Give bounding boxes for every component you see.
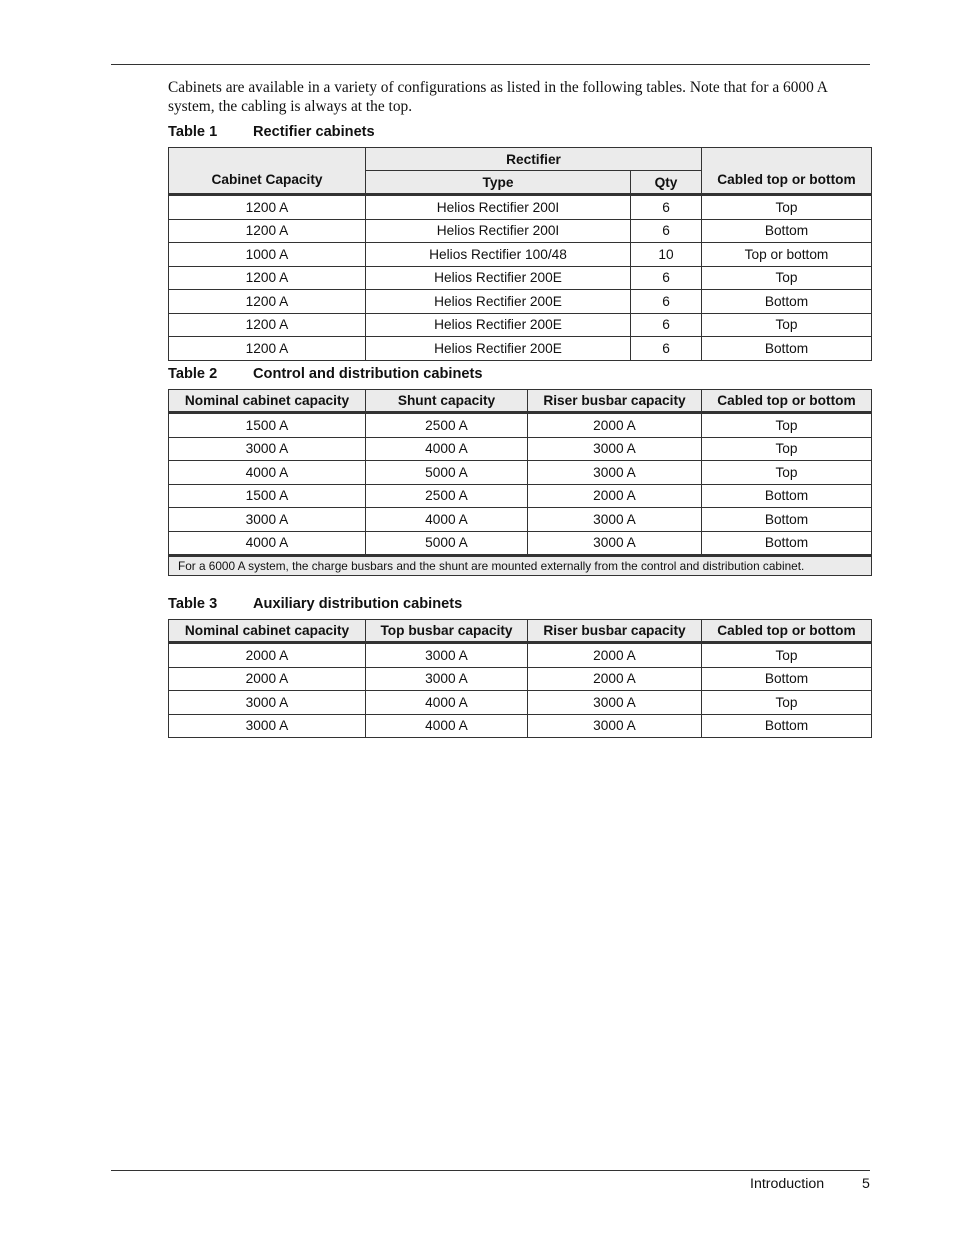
table-cell: 1500 A xyxy=(169,484,366,508)
table-cell: 2500 A xyxy=(366,484,528,508)
table-cell: Helios Rectifier 200I xyxy=(366,219,631,243)
header-cell: Riser busbar capacity xyxy=(528,620,702,643)
table-row xyxy=(169,266,872,290)
table-cell: 3000 A xyxy=(528,531,702,556)
table-cell: 3000 A xyxy=(169,714,366,738)
table-cell: 1200 A xyxy=(169,266,366,290)
header-cell: Cabled top or bottom xyxy=(702,390,872,413)
table-cell: 1200 A xyxy=(169,290,366,314)
table-cell: 6 xyxy=(631,219,702,243)
page-number: 5 xyxy=(862,1176,870,1192)
control-distribution-table xyxy=(168,389,872,576)
table3-number: Table 3 xyxy=(168,596,218,612)
table-row xyxy=(169,484,872,508)
table-cell: 3000 A xyxy=(528,691,702,715)
header-rectifier: Rectifier xyxy=(366,148,702,171)
table-cell: 3000 A xyxy=(366,667,528,691)
table-cell: Bottom xyxy=(702,508,872,532)
table-cell: 3000 A xyxy=(528,461,702,485)
table-row xyxy=(169,337,872,361)
table-cell: Helios Rectifier 100/48 xyxy=(366,243,631,267)
table-cell: Bottom xyxy=(702,219,872,243)
table2-note: For a 6000 A system, the charge busbars and the shunt are mounted externally from the control and distribution cabinet. xyxy=(169,556,872,576)
table-cell: Bottom xyxy=(702,531,872,556)
table-cell: Top xyxy=(702,195,872,220)
table-cell: 2000 A xyxy=(169,643,366,668)
table-cell: Helios Rectifier 200E xyxy=(366,337,631,361)
table-row xyxy=(169,691,872,715)
header-cell: Nominal cabinet capacity xyxy=(169,620,366,643)
table-row xyxy=(169,667,872,691)
table-cell: Helios Rectifier 200E xyxy=(366,313,631,337)
table-cell: 1500 A xyxy=(169,413,366,438)
table-cell: 4000 A xyxy=(366,437,528,461)
header-cell: Shunt capacity xyxy=(366,390,528,413)
table-cell: 1200 A xyxy=(169,313,366,337)
table-cell: Bottom xyxy=(702,337,872,361)
table-cell: Top xyxy=(702,313,872,337)
table-cell: Top xyxy=(702,437,872,461)
table3-body xyxy=(169,643,872,738)
table-cell: Helios Rectifier 200E xyxy=(366,266,631,290)
table-cell: 2000 A xyxy=(528,643,702,668)
table-row xyxy=(169,290,872,314)
intro-paragraph: Cabinets are available in a variety of configurations as listed in the following tables. Note that for a 6000 A system, the cabling is always at the top. xyxy=(168,79,828,115)
table-cell: Top xyxy=(702,266,872,290)
table-cell: Top xyxy=(702,413,872,438)
table-cell: Top xyxy=(702,691,872,715)
table2-title: Control and distribution cabinets xyxy=(253,366,483,382)
table-cell: Bottom xyxy=(702,484,872,508)
table3-caption xyxy=(168,595,462,613)
table2-body xyxy=(169,413,872,556)
header-cell: Top busbar capacity xyxy=(366,620,528,643)
header-qty: Qty xyxy=(631,171,702,195)
table2-caption xyxy=(168,365,482,383)
table-cell: 3000 A xyxy=(528,437,702,461)
table-cell: 3000 A xyxy=(169,508,366,532)
header-rule xyxy=(111,64,870,65)
table-cell: 2000 A xyxy=(528,413,702,438)
table1-caption xyxy=(168,123,375,141)
table-row xyxy=(169,508,872,532)
table-cell: Bottom xyxy=(702,290,872,314)
table-cell: 6 xyxy=(631,313,702,337)
auxiliary-distribution-table xyxy=(168,619,872,738)
table-cell: 2000 A xyxy=(169,667,366,691)
table-cell: 2500 A xyxy=(366,413,528,438)
header-cell: Riser busbar capacity xyxy=(528,390,702,413)
table1-title: Rectifier cabinets xyxy=(253,124,375,140)
table-cell: Helios Rectifier 200E xyxy=(366,290,631,314)
rectifier-cabinets-table xyxy=(168,147,872,361)
table-row xyxy=(169,413,872,438)
table-cell: 3000 A xyxy=(528,508,702,532)
table-cell: 1200 A xyxy=(169,195,366,220)
table-cell: 1000 A xyxy=(169,243,366,267)
table1-body xyxy=(169,195,872,361)
table2-number: Table 2 xyxy=(168,366,218,382)
table-row xyxy=(169,714,872,738)
table3-title: Auxiliary distribution cabinets xyxy=(253,596,463,612)
table-row xyxy=(169,437,872,461)
table-cell: Helios Rectifier 200I xyxy=(366,195,631,220)
table-row xyxy=(169,643,872,668)
table-cell: 4000 A xyxy=(366,714,528,738)
table-cell: 3000 A xyxy=(366,643,528,668)
table-cell: Top or bottom xyxy=(702,243,872,267)
table-cell: 3000 A xyxy=(169,691,366,715)
table-cell: 1200 A xyxy=(169,337,366,361)
table-cell: 6 xyxy=(631,195,702,220)
table-row xyxy=(169,461,872,485)
header-cell: Cabled top or bottom xyxy=(702,620,872,643)
table-cell: 3000 A xyxy=(528,714,702,738)
table-cell: Top xyxy=(702,643,872,668)
table-row xyxy=(169,195,872,220)
table-cell: 4000 A xyxy=(366,691,528,715)
table-row xyxy=(169,243,872,267)
table-cell: 3000 A xyxy=(169,437,366,461)
table1-number: Table 1 xyxy=(168,124,218,140)
table-cell: 6 xyxy=(631,266,702,290)
table-cell: Bottom xyxy=(702,714,872,738)
table-cell: 4000 A xyxy=(169,531,366,556)
header-cabinet-capacity: Cabinet Capacity xyxy=(169,148,366,195)
table-cell: 6 xyxy=(631,290,702,314)
table-cell: 2000 A xyxy=(528,667,702,691)
header-cell: Nominal cabinet capacity xyxy=(169,390,366,413)
table-cell: 6 xyxy=(631,337,702,361)
table-row xyxy=(169,531,872,556)
table-cell: 5000 A xyxy=(366,531,528,556)
table3-header-row xyxy=(169,620,872,643)
table-cell: 4000 A xyxy=(366,508,528,532)
table-cell: 1200 A xyxy=(169,219,366,243)
table2-header-row xyxy=(169,390,872,413)
table-cell: Top xyxy=(702,461,872,485)
table-cell: 2000 A xyxy=(528,484,702,508)
table-cell: 10 xyxy=(631,243,702,267)
footer-section-title: Introduction xyxy=(750,1176,825,1192)
table-cell: 4000 A xyxy=(169,461,366,485)
table-cell: 5000 A xyxy=(366,461,528,485)
table-row xyxy=(169,313,872,337)
header-type: Type xyxy=(366,171,631,195)
header-cabled: Cabled top or bottom xyxy=(702,148,872,195)
footer-rule xyxy=(111,1170,870,1171)
table-row xyxy=(169,219,872,243)
table-cell: Bottom xyxy=(702,667,872,691)
